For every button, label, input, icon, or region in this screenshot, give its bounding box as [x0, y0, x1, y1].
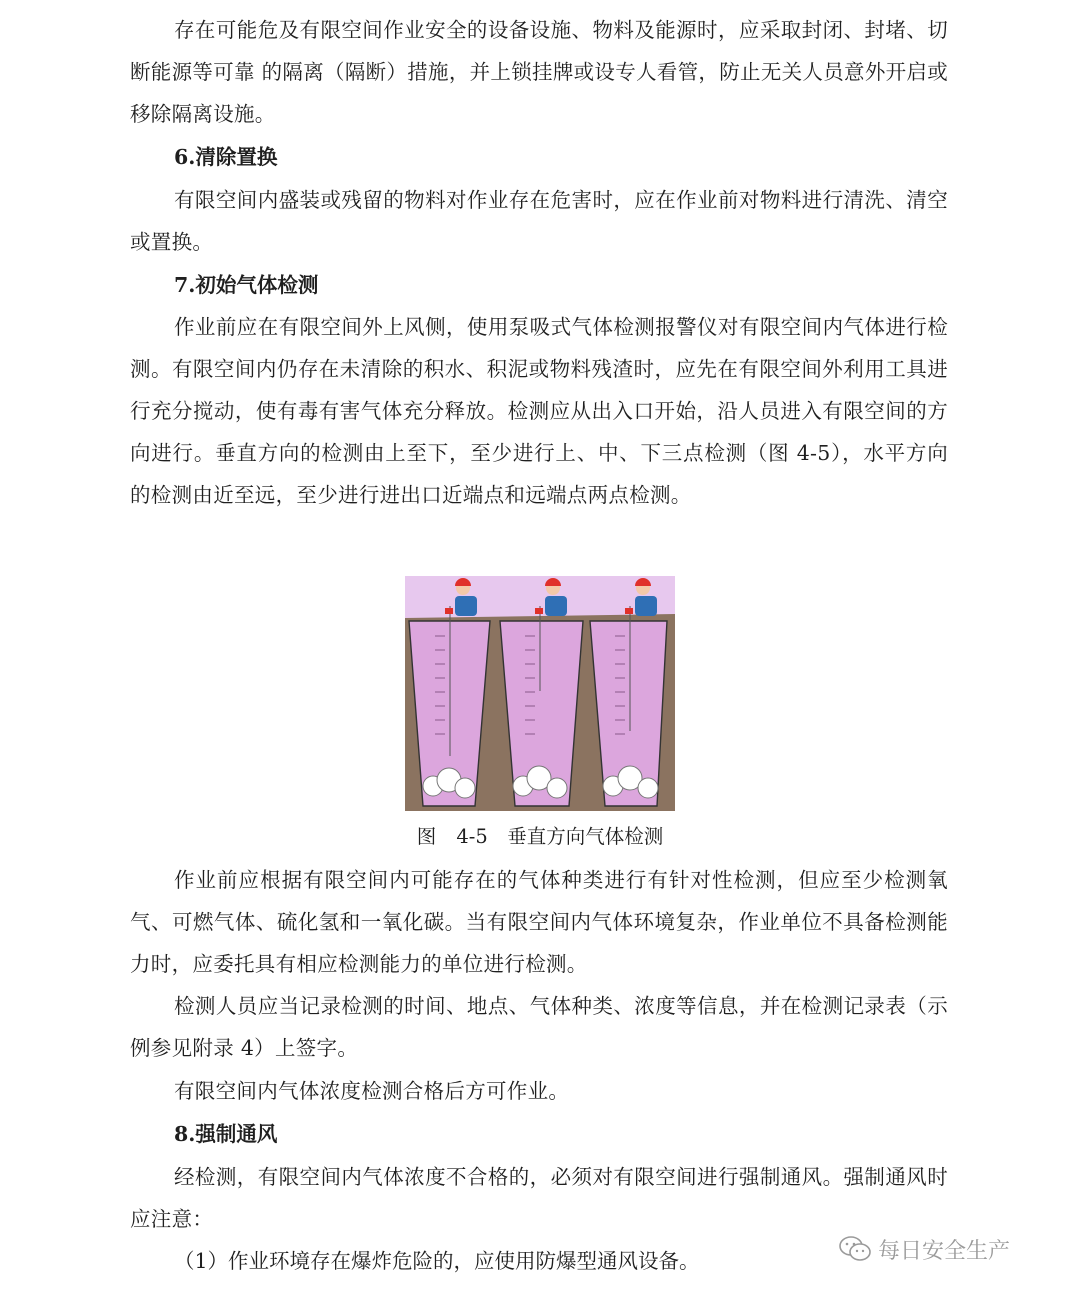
paragraph-record: 检测人员应当记录检测的时间、地点、气体种类、浓度等信息，并在检测记录表（示例参见附录 4）上签字。 — [130, 994, 948, 1060]
heading-clean-replace: 6.清除置换 — [174, 145, 278, 169]
watermark-text: 每日安全生产 — [878, 1238, 1011, 1264]
figure-caption: 图 4-5 垂直方向气体检测 — [416, 825, 664, 848]
heading-initial-gas-detection: 7.初始气体检测 — [174, 273, 319, 297]
heading-forced-ventilation: 8.强制通风 — [174, 1122, 278, 1146]
paragraph-isolation: 存在可能危及有限空间作业安全的设备设施、物料及能源时，应采取封闭、封堵、切断能源等可靠 的隔离（隔断）措施，并上锁挂牌或设专人看管，防止无关人员意外开启或移除隔离设施。 — [130, 18, 949, 126]
figure-vertical-gas-detection — [405, 566, 675, 811]
paragraph-qualified: 有限空间内气体浓度检测合格后方可作业。 — [174, 1079, 570, 1103]
wechat-icon — [838, 1235, 872, 1263]
figure-illustration — [405, 566, 675, 811]
watermark — [838, 1232, 1010, 1266]
paragraph-clean-replace: 有限空间内盛装或残留的物料对作业存在危害时，应在作业前对物料进行清洗、清空或置换。 — [130, 188, 948, 254]
paragraph-gas-types: 作业前应根据有限空间内可能存在的气体种类进行有针对性检测，但应至少检测氧气、可燃气体、硫化氢和一氧化碳。当有限空间内气体环境复杂，作业单位不具备检测能力时，应委托具有相应检测能力的单位进行检测。 — [130, 868, 948, 976]
paragraph-gas-detection: 作业前应在有限空间外上风侧，使用泵吸式气体检测报警仪对有限空间内气体进行检测。有限空间内仍存在未清除的积水、积泥或物料残渣时，应先在有限空间外利用工具进行充分搅动，使有毒有害气体充分释放。检测应从出入口开始，沿人员进入有限空间的方向进行。垂直方向的检测由上至下，至少进行上、中、下三点检测（图 4-5），水平方向的检测由近至远，至少进行进出口近端点和远端点两点检测。 — [130, 315, 948, 507]
paragraph-ventilation: 经检测，有限空间内气体浓度不合格的，必须对有限空间进行强制通风。强制通风时应注意： — [130, 1165, 948, 1231]
list-item-explosion-proof: （1）作业环境存在爆炸危险的，应使用防爆型通风设备。 — [174, 1249, 700, 1273]
